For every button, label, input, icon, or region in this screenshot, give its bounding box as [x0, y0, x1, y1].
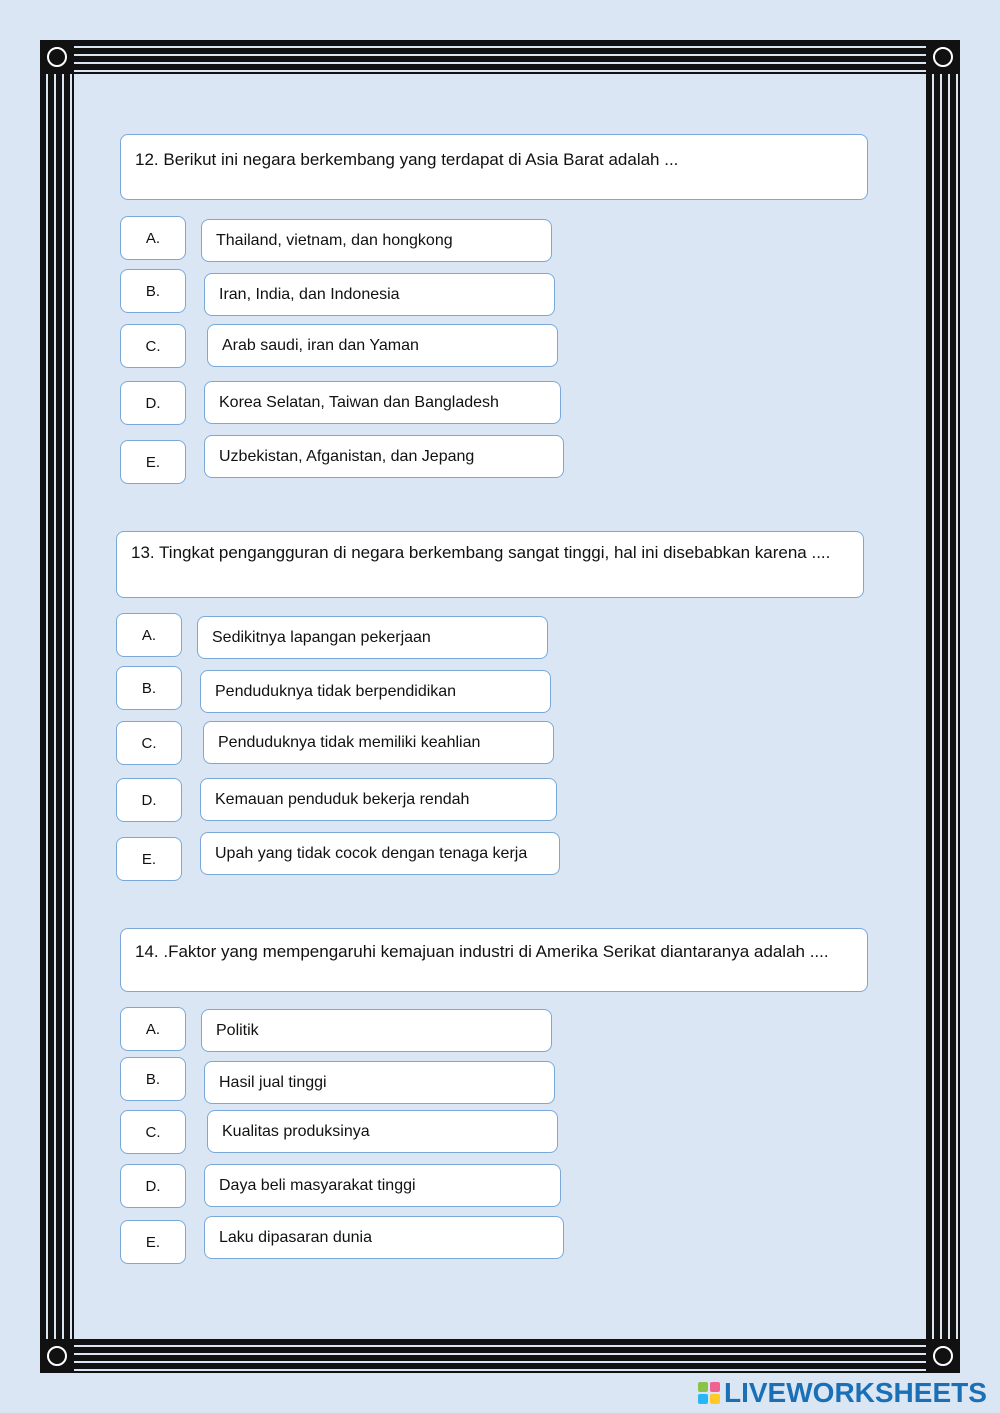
q14-option-c-answer[interactable]: Kualitas produksinya — [207, 1110, 558, 1153]
q12-option-c-letter[interactable]: C. — [120, 324, 186, 368]
frame-border-bottom — [40, 1339, 960, 1373]
q12-option-d-answer[interactable]: Korea Selatan, Taiwan dan Bangladesh — [204, 381, 561, 424]
q12-option-d-letter[interactable]: D. — [120, 381, 186, 425]
q14-option-b-letter[interactable]: B. — [120, 1057, 186, 1101]
q13-option-b-letter[interactable]: B. — [116, 666, 182, 710]
question-12-text: 12. Berikut ini negara berkembang yang terdapat di Asia Barat adalah ... — [120, 134, 868, 200]
q14-option-b-answer[interactable]: Hasil jual tinggi — [204, 1061, 555, 1104]
frame-border-top — [40, 40, 960, 74]
q14-option-e-letter[interactable]: E. — [120, 1220, 186, 1264]
q14-option-a-letter[interactable]: A. — [120, 1007, 186, 1051]
question-13-text: 13. Tingkat pengangguran di negara berkembang sangat tinggi, hal ini disebabkan karena .... — [116, 531, 864, 598]
corner-ornament-icon — [40, 40, 74, 74]
q12-option-b-answer[interactable]: Iran, India, dan Indonesia — [204, 273, 555, 316]
question-14-text: 14. .Faktor yang mempengaruhi kemajuan industri di Amerika Serikat diantaranya adalah .... — [120, 928, 868, 992]
q12-option-e-letter[interactable]: E. — [120, 440, 186, 484]
corner-ornament-icon — [926, 40, 960, 74]
q13-option-a-letter[interactable]: A. — [116, 613, 182, 657]
frame-border-left — [40, 40, 74, 1373]
q13-option-a-answer[interactable]: Sedikitnya lapangan pekerjaan — [197, 616, 548, 659]
q13-option-d-answer[interactable]: Kemauan penduduk bekerja rendah — [200, 778, 557, 821]
frame-border-right — [926, 40, 960, 1373]
corner-ornament-icon — [926, 1339, 960, 1373]
q12-option-e-answer[interactable]: Uzbekistan, Afganistan, dan Jepang — [204, 435, 564, 478]
q12-option-b-letter[interactable]: B. — [120, 269, 186, 313]
corner-ornament-icon — [40, 1339, 74, 1373]
q13-option-e-letter[interactable]: E. — [116, 837, 182, 881]
q13-option-c-answer[interactable]: Penduduknya tidak memiliki keahlian — [203, 721, 554, 764]
q12-option-a-answer[interactable]: Thailand, vietnam, dan hongkong — [201, 219, 552, 262]
liveworksheets-brand[interactable] — [698, 1378, 987, 1408]
q13-option-c-letter[interactable]: C. — [116, 721, 182, 765]
liveworksheets-logo-icon — [698, 1382, 720, 1404]
q12-option-c-answer[interactable]: Arab saudi, iran dan Yaman — [207, 324, 558, 367]
q14-option-a-answer[interactable]: Politik — [201, 1009, 552, 1052]
brand-name: LIVEWORKSHEETS — [724, 1377, 987, 1408]
q12-option-a-letter[interactable]: A. — [120, 216, 186, 260]
q14-option-d-answer[interactable]: Daya beli masyarakat tinggi — [204, 1164, 561, 1207]
q13-option-d-letter[interactable]: D. — [116, 778, 182, 822]
q14-option-e-answer[interactable]: Laku dipasaran dunia — [204, 1216, 564, 1259]
q13-option-b-answer[interactable]: Penduduknya tidak berpendidikan — [200, 670, 551, 713]
q14-option-c-letter[interactable]: C. — [120, 1110, 186, 1154]
q13-option-e-answer[interactable]: Upah yang tidak cocok dengan tenaga kerja — [200, 832, 560, 875]
q14-option-d-letter[interactable]: D. — [120, 1164, 186, 1208]
